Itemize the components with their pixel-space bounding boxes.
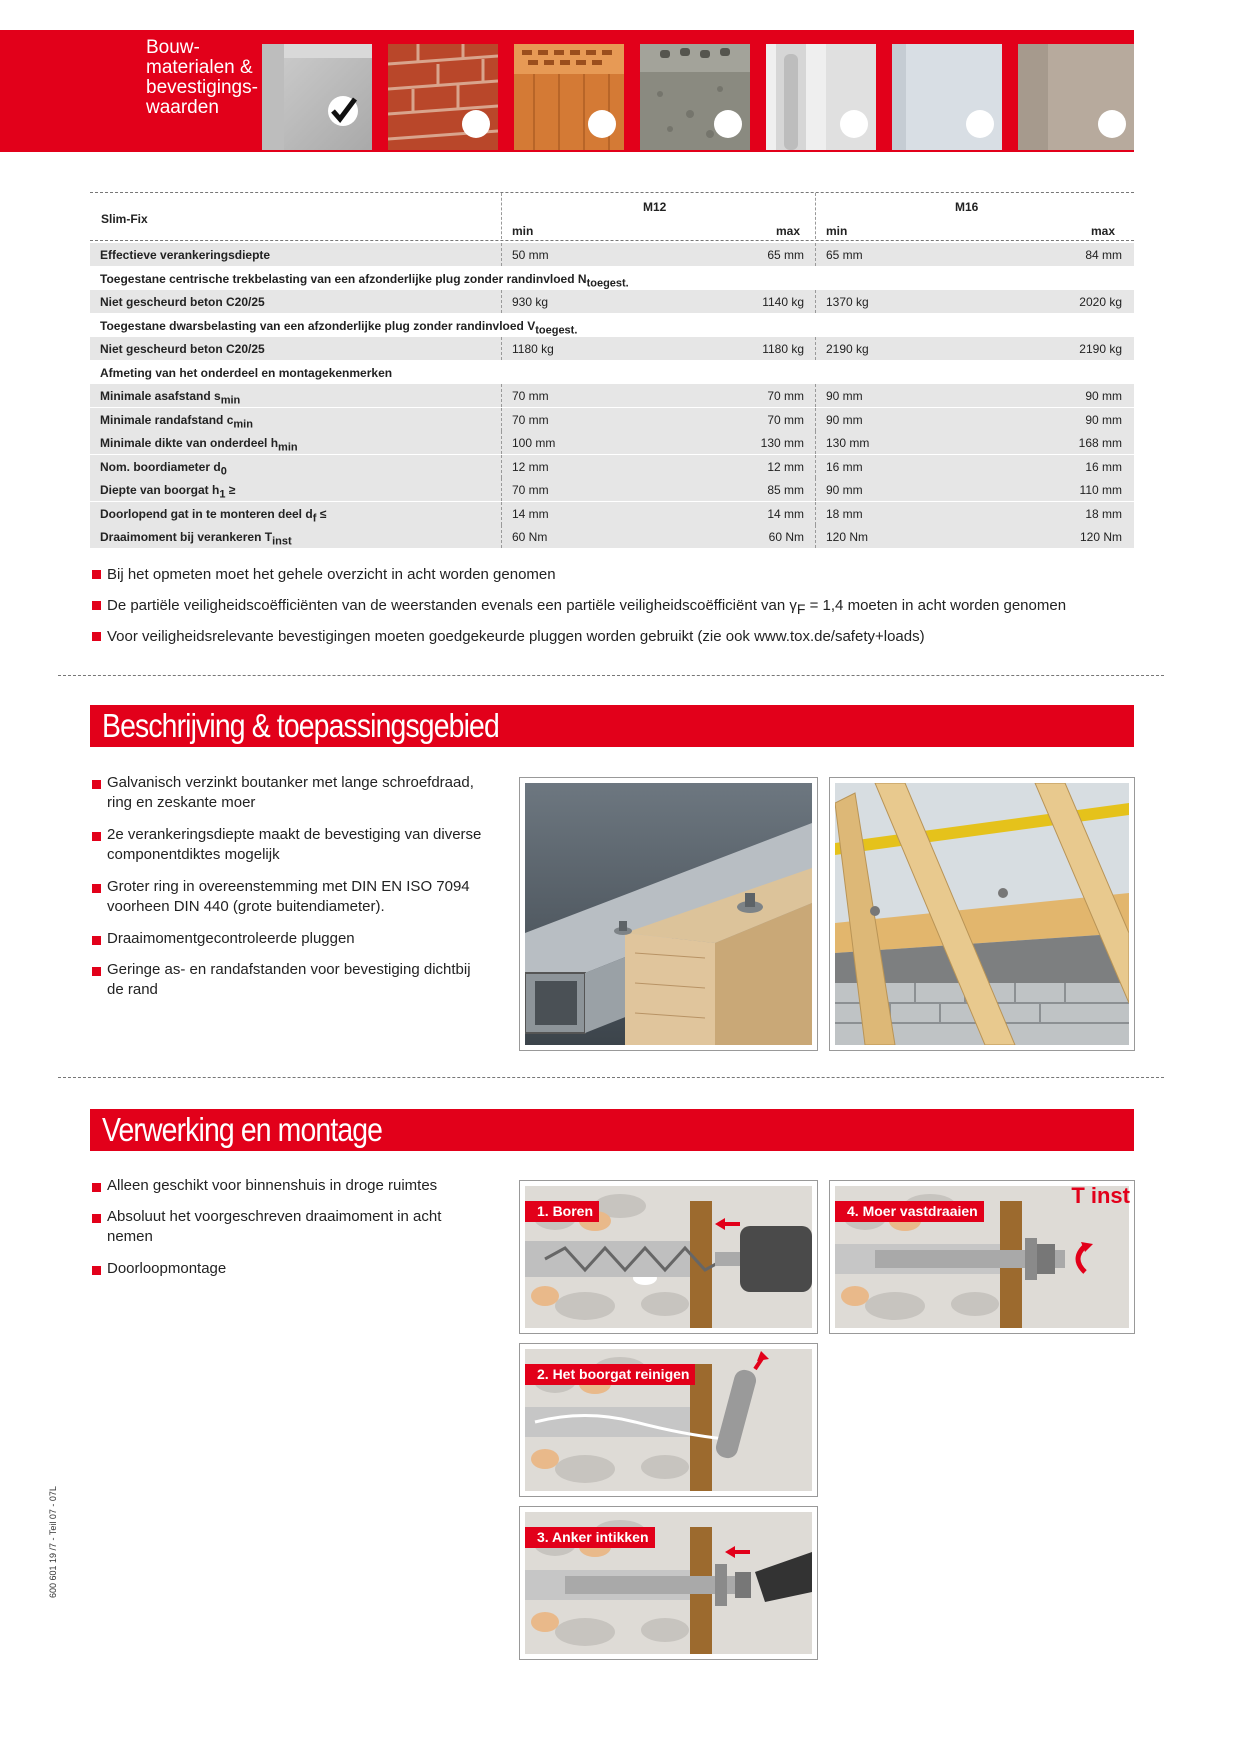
- cell-value: 12 mm: [767, 460, 804, 474]
- table-min-m16: min: [826, 224, 848, 238]
- description-bullet-4: Draaimomentgecontroleerde pluggen: [107, 930, 355, 947]
- row-label: Doorlopend gat in te monteren deel $d_f$ ≤: [100, 507, 327, 525]
- cell-value: 2020 kg: [1079, 295, 1122, 309]
- bullet-icon: [92, 884, 101, 893]
- cell-value: 16 mm: [826, 460, 863, 474]
- row-label: Toegestane centrische trekbelasting van een afzonderlijke plug zonder randinvloed $N_{toegest.}$: [100, 272, 629, 290]
- row-label: Diepte van boorgat $h_1$ ≥: [100, 483, 236, 501]
- row-label: Niet gescheurd beton C20/25: [100, 342, 265, 356]
- section-description-bar: [90, 705, 1134, 747]
- cell-value: 130 mm: [826, 436, 870, 450]
- cell-value: 1180 kg: [762, 342, 804, 356]
- cell-value: 65 mm: [767, 248, 804, 262]
- table-product-name: Slim-Fix: [101, 212, 148, 226]
- table-section-row: [90, 314, 1134, 337]
- description-bullet-3: Groter ring in overeenstemming met DIN EN ISO 7094 voorheen DIN 440 (grote buitendiameter).: [107, 878, 470, 915]
- row-label: Niet gescheurd beton C20/25: [100, 295, 265, 309]
- table-top-rule: [90, 192, 1134, 193]
- table-row: [90, 455, 1134, 478]
- processing-bullet-2: Absoluut het voorgeschreven draaimoment in acht nemen: [107, 1208, 442, 1245]
- table-group-m16: M16: [955, 200, 979, 214]
- cell-divider: [815, 290, 816, 313]
- circle-icon: [1098, 110, 1126, 138]
- cell-value: 70 mm: [512, 389, 549, 403]
- step-2-label: 2. Het boorgat reinigen: [525, 1364, 695, 1385]
- cell-divider: [501, 243, 502, 266]
- cell-value: 70 mm: [767, 389, 804, 403]
- table-group-m12: M12: [643, 200, 667, 214]
- table-row: [90, 384, 1134, 407]
- table-row: [90, 290, 1134, 313]
- table-row: [90, 478, 1134, 501]
- row-label: Nom. boordiameter $d_0$: [100, 460, 227, 478]
- cell-value: 18 mm: [826, 507, 863, 521]
- cell-value: 90 mm: [826, 483, 863, 497]
- circle-icon: [966, 110, 994, 138]
- table-row: [90, 337, 1134, 360]
- cell-divider: [815, 455, 816, 478]
- row-label: Afmeting van het onderdeel en montagekenmerken: [100, 366, 393, 380]
- cell-divider: [815, 337, 816, 360]
- cell-value: 168 mm: [1078, 436, 1122, 450]
- header-title: Bouw- materialen & bevestigings- waarden: [146, 37, 258, 118]
- cell-value: 2190 kg: [826, 342, 869, 356]
- cell-value: 90 mm: [1085, 389, 1122, 403]
- note-3: Voor veiligheidsrelevante bevestigingen moeten goedgekeurde pluggen worden gebruikt (zie ook www.tox.de/safety+loads): [107, 628, 925, 645]
- cell-divider: [501, 408, 502, 431]
- cell-value: 70 mm: [512, 483, 549, 497]
- cell-value: 90 mm: [826, 389, 863, 403]
- cell-divider: [815, 431, 816, 454]
- product-photo-timber-steel: [519, 777, 818, 1051]
- cell-value: 110 mm: [1079, 483, 1122, 497]
- cell-value: 18 mm: [1085, 507, 1122, 521]
- note-1: Bij het opmeten moet het gehele overzicht in acht worden genomen: [107, 566, 556, 583]
- description-bullet-1: Galvanisch verzinkt boutanker met lange schroefdraad, ring en zeskante moer: [107, 774, 474, 811]
- cell-value: 70 mm: [512, 413, 549, 427]
- step-1-drilling: [519, 1180, 818, 1334]
- circle-icon: [462, 110, 490, 138]
- cell-divider: [815, 384, 816, 407]
- cell-divider: [501, 502, 502, 525]
- material-hollow-block-thumb: [640, 44, 750, 150]
- bullet-icon: [92, 1214, 101, 1223]
- cell-value: 930 kg: [512, 295, 549, 309]
- table-min-m12: min: [512, 224, 534, 238]
- cell-divider: [501, 455, 502, 478]
- cell-value: 120 Nm: [826, 530, 869, 544]
- cell-value: 130 mm: [760, 436, 804, 450]
- cell-value: 60 Nm: [768, 530, 804, 544]
- cell-value: 2190 kg: [1079, 342, 1122, 356]
- cell-value: 1370 kg: [826, 295, 869, 309]
- cell-divider: [815, 478, 816, 501]
- divider: [58, 675, 1164, 676]
- cell-value: 85 mm: [767, 483, 804, 497]
- table-header-rule: [90, 240, 1134, 241]
- description-bullet-5: Geringe as- en randafstanden voor bevestiging dichtbij de rand: [107, 961, 471, 998]
- step-3-label: 3. Anker intikken: [525, 1527, 655, 1548]
- cell-value: 14 mm: [512, 507, 549, 521]
- cell-value: 65 mm: [826, 248, 863, 262]
- cell-value: 90 mm: [826, 413, 863, 427]
- cell-value: 100 mm: [512, 436, 556, 450]
- table-row: [90, 431, 1134, 454]
- cell-value: 84 mm: [1085, 248, 1122, 262]
- cell-value: 50 mm: [512, 248, 549, 262]
- processing-bullet-1: Alleen geschikt voor binnenshuis in droge ruimtes: [107, 1177, 438, 1194]
- material-gypsum-block-thumb: [766, 44, 876, 150]
- cell-value: 90 mm: [1085, 413, 1122, 427]
- bullet-icon: [92, 936, 101, 945]
- bullet-icon: [92, 632, 101, 641]
- step-4-tightening: [829, 1180, 1135, 1334]
- cell-divider: [815, 243, 816, 266]
- cell-divider: [501, 431, 502, 454]
- cell-value: 16 mm: [1085, 460, 1122, 474]
- cell-divider: [501, 337, 502, 360]
- row-label: Minimale randafstand $c_{min}$: [100, 413, 253, 431]
- material-gypsum-board-thumb: [892, 44, 1002, 150]
- table-row: [90, 525, 1134, 548]
- cell-value: 1140 kg: [762, 295, 804, 309]
- row-label: Draaimoment bij verankeren $T_{inst}$: [100, 530, 292, 548]
- cell-value: 120 Nm: [1079, 530, 1122, 544]
- processing-bullet-3: Doorloopmontage: [107, 1260, 227, 1277]
- divider: [58, 1077, 1164, 1078]
- application-photo-roof: [829, 777, 1135, 1051]
- cell-divider: [501, 478, 502, 501]
- section-processing-title: Verwerking en montage: [102, 1111, 383, 1148]
- document-code: 600 601 19 /7 - Teil 07 - 07L: [48, 1486, 58, 1598]
- bullet-icon: [92, 1266, 101, 1275]
- table-section-row: [90, 267, 1134, 290]
- cell-value: 12 mm: [512, 460, 549, 474]
- table-row: [90, 408, 1134, 431]
- table-section-row: [90, 361, 1134, 384]
- row-label: Minimale dikte van onderdeel $h_{min}$: [100, 436, 298, 454]
- bullet-icon: [92, 832, 101, 841]
- step-3-hammering: [519, 1506, 818, 1660]
- table-row: [90, 243, 1134, 266]
- cell-divider: [501, 525, 502, 548]
- table-max-m16: max: [1091, 224, 1116, 238]
- cell-divider: [501, 384, 502, 407]
- row-label: Effectieve verankeringsdiepte: [100, 248, 271, 262]
- cell-value: 60 Nm: [512, 530, 548, 544]
- bullet-icon: [92, 780, 101, 789]
- cell-value: 1180 kg: [512, 342, 554, 356]
- material-poroton-thumb: [514, 44, 624, 150]
- bullet-icon: [92, 601, 101, 610]
- material-aerated-concrete-thumb: [1018, 44, 1134, 150]
- check-icon: [328, 96, 358, 126]
- material-concrete-thumb: [262, 44, 372, 150]
- circle-icon: [588, 110, 616, 138]
- bullet-icon: [92, 570, 101, 579]
- bullet-icon: [92, 967, 101, 976]
- circle-icon: [714, 110, 742, 138]
- description-bullet-2: 2e verankeringsdiepte maakt de bevestiging van diverse componentdiktes mogelijk: [107, 826, 482, 863]
- table-row: [90, 502, 1134, 525]
- cell-divider: [501, 290, 502, 313]
- bullet-icon: [92, 1183, 101, 1192]
- table-col-divider: [501, 193, 502, 239]
- circle-icon: [840, 110, 868, 138]
- note-2: De partiële veiligheidscoëfficiënten van de weerstanden evenals een partiële veiligheidscoëfficiënt van $\gamma_F = 1,4$ moeten in acht worden genomen: [107, 597, 1067, 617]
- table-max-m12: max: [776, 224, 801, 238]
- cell-divider: [815, 502, 816, 525]
- step-2-cleaning: [519, 1343, 818, 1497]
- material-brick-thumb: [388, 44, 498, 150]
- tinst-label: T inst: [1071, 1183, 1130, 1208]
- row-label: Toegestane dwarsbelasting van een afzonderlijke plug zonder randinvloed $V_{toegest.}$: [100, 319, 578, 337]
- cell-divider: [815, 525, 816, 548]
- cell-divider: [815, 408, 816, 431]
- step-1-label: 1. Boren: [525, 1201, 599, 1222]
- step-4-label: 4. Moer vastdraaien: [835, 1201, 984, 1222]
- table-col-divider: [815, 193, 816, 239]
- cell-value: 70 mm: [767, 413, 804, 427]
- row-label: Minimale asafstand $s_{min}$: [100, 389, 241, 407]
- cell-value: 14 mm: [767, 507, 804, 521]
- section-description-title: Beschrijving & toepassingsgebied: [102, 707, 499, 744]
- section-processing-bar: [90, 1109, 1134, 1151]
